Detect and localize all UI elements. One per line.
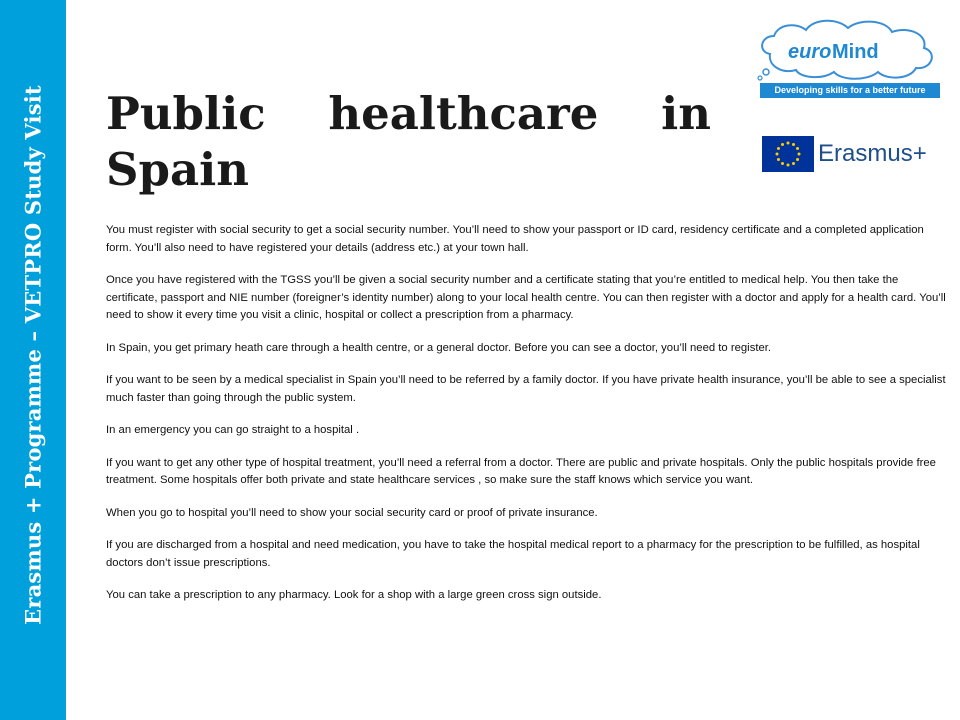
eu-star-icon [777,158,780,161]
cloud-icon [756,14,942,84]
eu-star-icon [776,153,779,156]
eu-star-icon [787,142,790,145]
paragraph: When you go to hospital you’ll need to show your social security card or proof of private insurance. [106,506,598,519]
paragraph: In an emergency you can go straight to a hospital . [106,424,360,436]
euromind-prefix: euro [788,41,832,63]
eu-star-icon [777,147,780,150]
paragraph: You must register with social security to get a social security number. You’ll need to show your passport or ID card, residency certificate and a completed application form. You’ll also need to have registered your details (address etc.) at your town hall. [106,224,924,254]
sidebar-title: Erasmus + Programme – VETPRO Study Visit [20,85,46,625]
eu-star-icon [798,153,801,156]
erasmus-plus-label: Erasmus+ [818,140,927,167]
erasmus-logo [762,134,938,174]
euromind-suffix: Mind [832,41,879,63]
article-body [106,222,952,620]
euromind-tagline: Developing skills for a better future [760,83,940,98]
paragraph: Once you have registered with the TGSS you’ll be given a social security number and a certificate stating that you’re entitled to medical help. You then take the certificate, passport and NIE number (foreigner’s identity number) along to your local health centre. You can then register with a doctor and apply for a health card. You’ll need to show it every time you visit a clinic, hospital or collect a prescription from a pharmacy. [106,274,946,321]
eu-star-icon [796,158,799,161]
paragraph: You can take a prescription to any pharmacy. Look for a shop with a large green cross sign outside. [106,589,602,601]
paragraph: In Spain, you get primary heath care through a health centre, or a general doctor. Before you can see a doctor, you’ll need to register. [106,341,772,354]
eu-star-icon [781,162,784,165]
eu-star-icon [792,162,795,165]
sidebar [0,0,66,720]
paragraph: If you want to be seen by a medical specialist in Spain you’ll need to be referred by a family doctor. If you have private health insurance, you’ll be able to see a specialist much faster than going through the public system. [106,374,946,404]
eu-star-icon [781,143,784,146]
page-title: Public healthcare in Spain [106,87,711,196]
paragraph: If you are discharged from a hospital and need medication, you have to take the hospital medical report to a pharmacy for the prescription to be fulfilled, as hospital doctors don’t issue prescriptions. [106,539,920,569]
eu-star-icon [796,147,799,150]
paragraph: If you want to get any other type of hospital treatment, you’ll need a referral from a doctor. There are public and private hospitals. Only the public hospitals provide free treatment. Some hospitals offer both private and state healthcare services , so make sure the staff knows which service you want. [106,456,936,486]
eu-star-icon [787,164,790,167]
eu-flag-icon [762,136,814,172]
eu-star-icon [792,143,795,146]
